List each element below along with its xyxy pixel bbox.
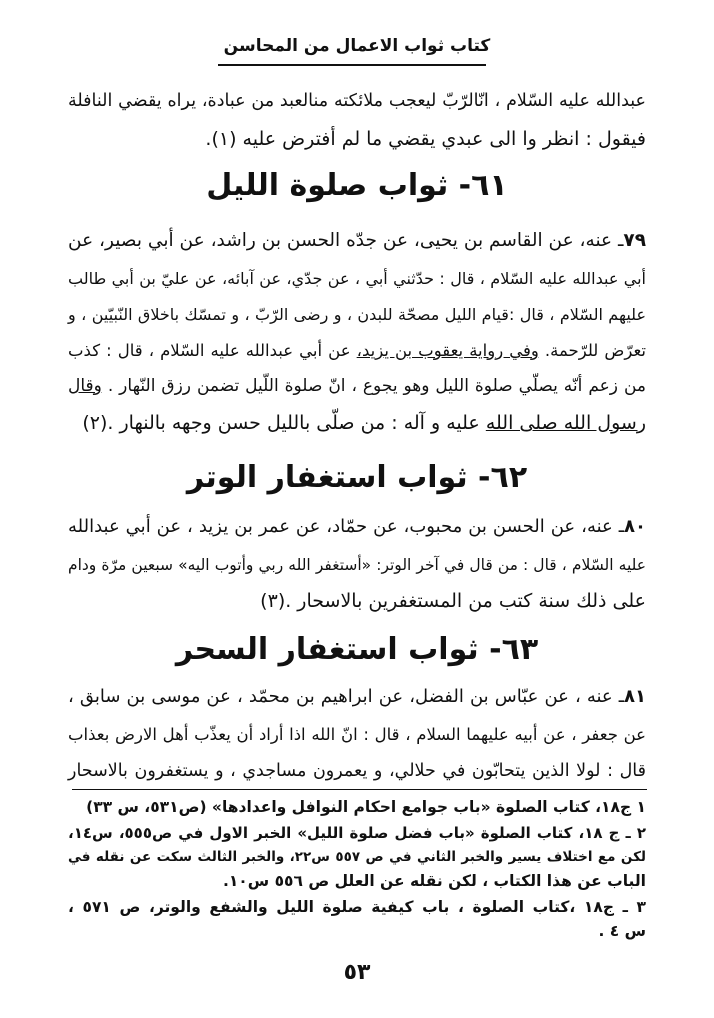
footnote-2-line-1: ٢ ـ ج ١٨، كتاب الصلوة «باب فضل صلوة الليل» الخبر الاول في ص٥٥٥، س١٤،: [68, 824, 646, 842]
running-head-rule: [218, 64, 486, 66]
hadith-79-line-1: [68, 226, 646, 256]
hadith-number: ٨١: [624, 686, 646, 707]
hadith-79-line-4: [68, 336, 646, 366]
hadith-text: ـ عنه، عن الحسن بن محبوب، عن حمّاد، عن عمر بن يزيد ، عن أبي عبدالله: [68, 516, 625, 537]
footnote-2-line-3: الباب عن هذا الكتاب ، لكن نقله عن العلل ص ٥٥٦ س١٠.: [222, 872, 646, 890]
hadith-81-line-3: قال : لولا الذين يتحابّون في حلالي، و يعمرون مساجدي ، و يستغفرون بالاسحار: [68, 761, 646, 781]
footnote-3-line-1: ٣ ـ ج١٨ ،كتاب الصلوة ، باب كيفية صلوة الليل والشفع والوتر، ص ٥٧١ ،: [68, 898, 646, 916]
hadith-79-line-6: [68, 408, 646, 438]
hadith-79-line-5: [68, 371, 646, 401]
hadith-text: من زعم أنّه يصلّي صلوة الليل وهو يجوع ، انّ صلوة اللّيل تضمن رزق النّهار .: [101, 376, 646, 396]
hadith-81-line-2: عن جعفر ، عن أبيه عليهما السلام ، قال : انّ الله اذا أراد أن يعذّب أهل الارض بعذاب: [68, 725, 646, 744]
page-number: ٥٣: [343, 960, 371, 985]
underlined-phrase: رسول الله صلى الله: [485, 412, 646, 434]
hadith-text: ـ عنه، عن القاسم بن يحيى، عن جدّه الحسن بن راشد، عن أبي بصير، عن: [68, 230, 624, 251]
footnote-3-line-2: س ٤ .: [598, 922, 646, 940]
hadith-text: عن أبي عبدالله عليه السّلام ، قال : كذب: [68, 341, 357, 360]
hadith-80-line-1: [68, 512, 646, 542]
hadith-text: ـ عنه ، عن عبّاس بن الفضل، عن ابراهيم بن محمّد ، عن موسى بن سابق ،: [68, 686, 625, 707]
intro-line-1: عبدالله عليه السّلام ، انّالرّبّ ليعجب ملائكته منالعبد من عبادة، يراه يقضي النافلة: [68, 91, 646, 111]
footnote-2-line-2: لكن مع اختلاف يسير والخبر الثاني في ص ٥٥٧ س٢٢، والخبر الثالث سكت عن نقله في: [68, 849, 646, 865]
hadith-number: ٨٠: [624, 516, 646, 537]
running-head: كتاب ثواب الاعمال من المحاسن: [223, 36, 491, 56]
section-62-heading: ٦٢- ثواب استغفار الوتر: [186, 460, 528, 495]
hadith-text: تعرّض للرّحمة.: [538, 341, 646, 360]
section-61-heading: ٦١- ثواب صلوة الليل: [206, 168, 508, 203]
hadith-79-line-2: أبي عبدالله عليه السّلام ، قال : حدّثني أبي ، عن جدّي، عن آبائه، عن عليّ بن أبي طالب: [68, 269, 646, 288]
hadith-81-line-1: [68, 682, 646, 712]
footnote-separator: [72, 789, 647, 790]
hadith-80-line-3: على ذلك سنة كتب من المستغفرين بالاسحار .(٣): [260, 590, 646, 612]
footnote-1: ١ ج١٨، كتاب الصلوة «باب جوامع احكام النوافل واعدادها» (ص٥٣١، س ٣٣): [86, 798, 646, 816]
hadith-text: عليه و آله : من صلّى بالليل حسن وجهه بالنهار .(٢): [82, 412, 486, 434]
intro-line-2: فيقول : انظر وا الى عبدي يقضي ما لم أفترض عليه (١).: [205, 128, 646, 150]
section-63-heading: ٦٣- ثواب استغفار السحر: [175, 632, 539, 667]
hadith-80-line-2: عليه السّلام ، قال : من قال في آخر الوتر: «أستغفر الله ربي وأتوب اليه» سبعين مرّة ودام: [68, 556, 646, 574]
hadith-number: ٧٩: [623, 230, 646, 251]
underlined-phrase: وقال: [68, 376, 102, 396]
hadith-79-line-3: عليهم السّلام ، قال :قيام الليل مصحّة للبدن ، و رضى الرّبّ ، و تمسّك باخلاق النّبيّين ، و: [68, 305, 646, 324]
underlined-phrase: وفي رواية يعقوب بن يزيد،: [356, 341, 539, 360]
